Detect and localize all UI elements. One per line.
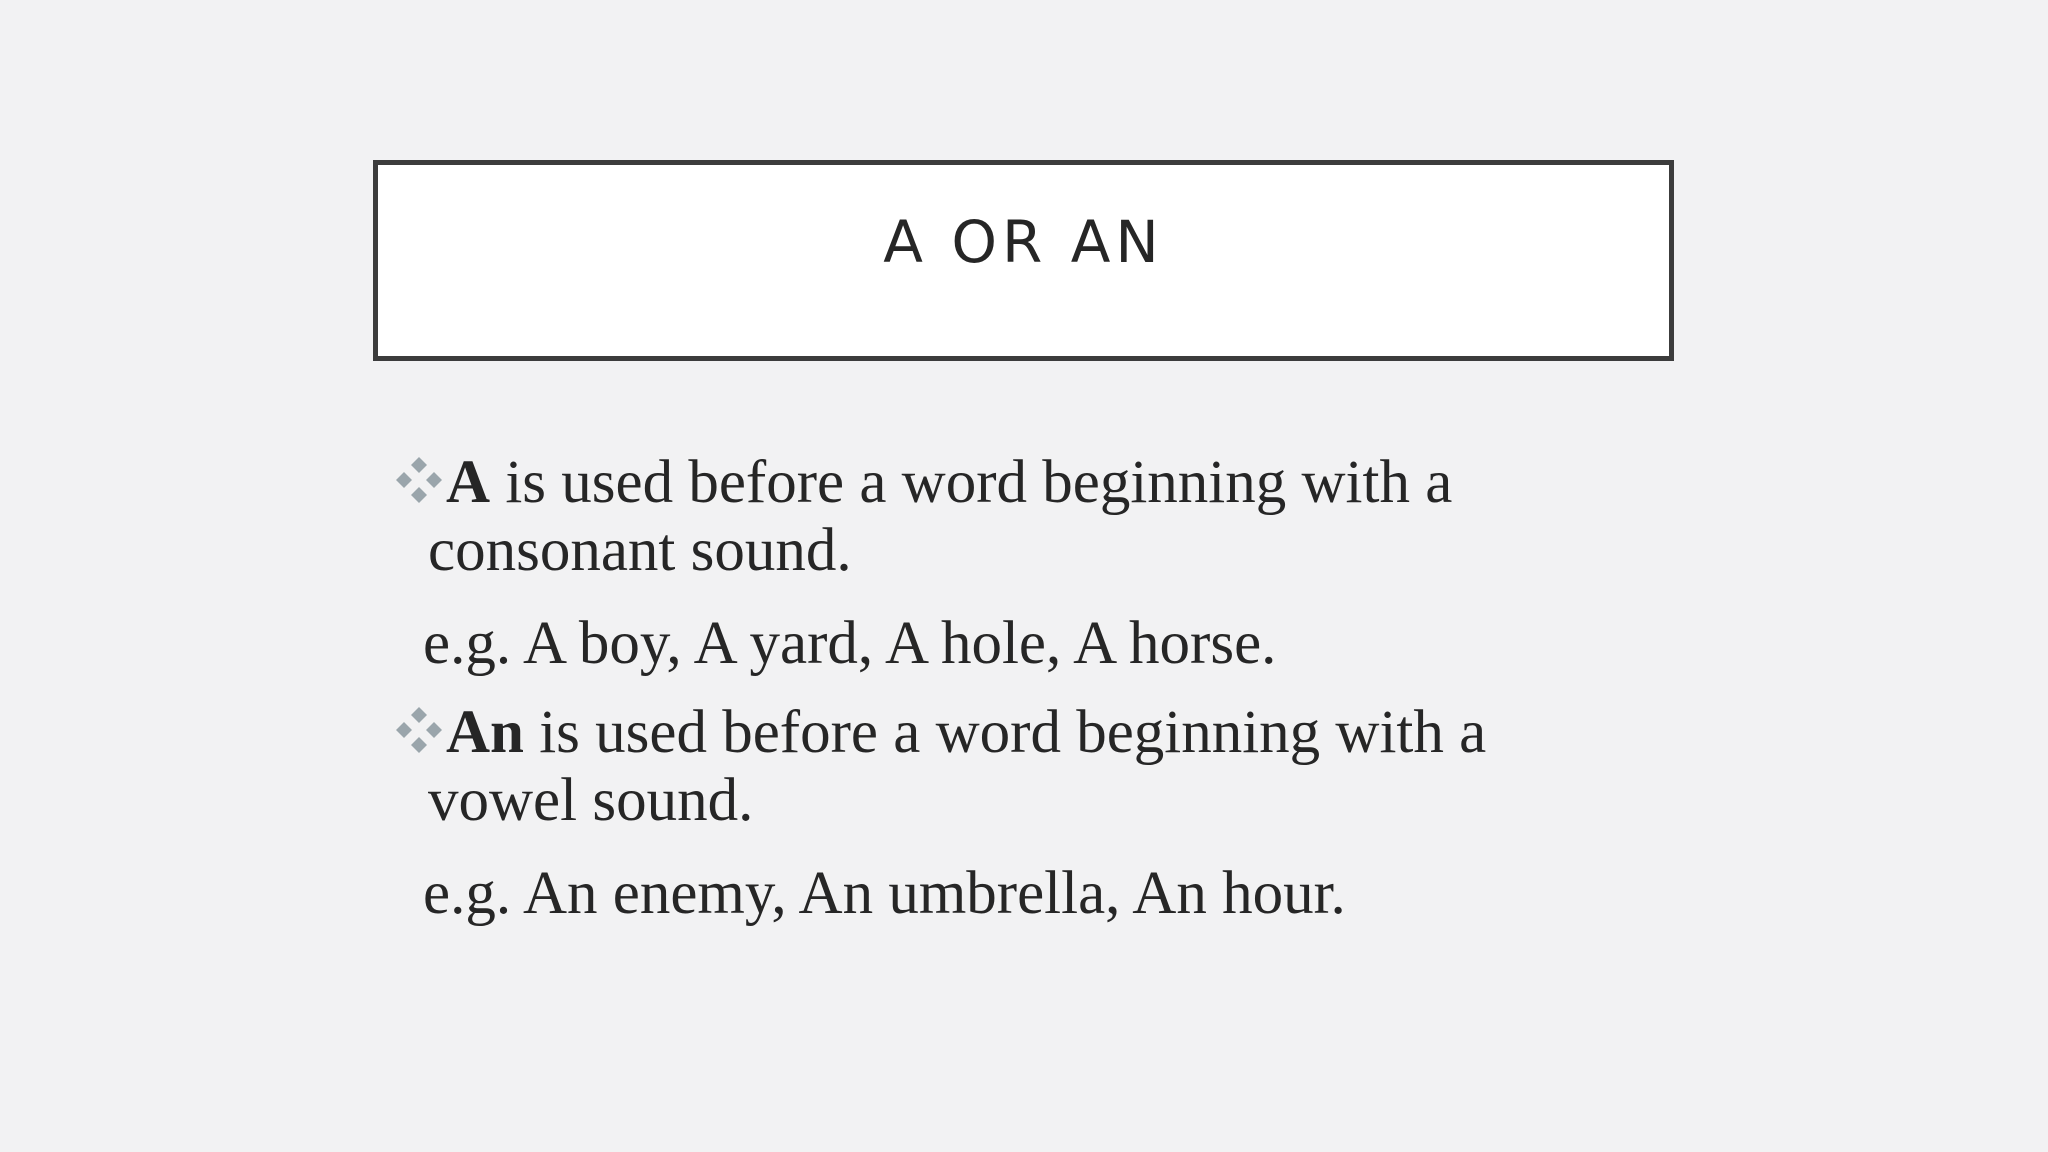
slide-title: A OR AN — [883, 208, 1164, 276]
example-line: e.g. An enemy, An umbrella, An hour. — [423, 860, 1346, 927]
bullet-text: is used before a word beginning with a — [523, 699, 1487, 766]
bullet-term: An — [446, 699, 524, 766]
bullet-term: A — [446, 449, 491, 516]
bullet-line — [446, 449, 1452, 517]
bullet-line — [446, 699, 1486, 767]
four-diamond-bullet-icon — [394, 455, 444, 505]
bullet-line-continuation: vowel sound. — [428, 767, 754, 834]
four-diamond-bullet-icon — [394, 705, 444, 755]
bullet-text: is used before a word beginning with a — [490, 449, 1453, 516]
example-line: e.g. A boy, A yard, A hole, A horse. — [423, 610, 1277, 677]
bullet-line-continuation: consonant sound. — [428, 517, 852, 584]
